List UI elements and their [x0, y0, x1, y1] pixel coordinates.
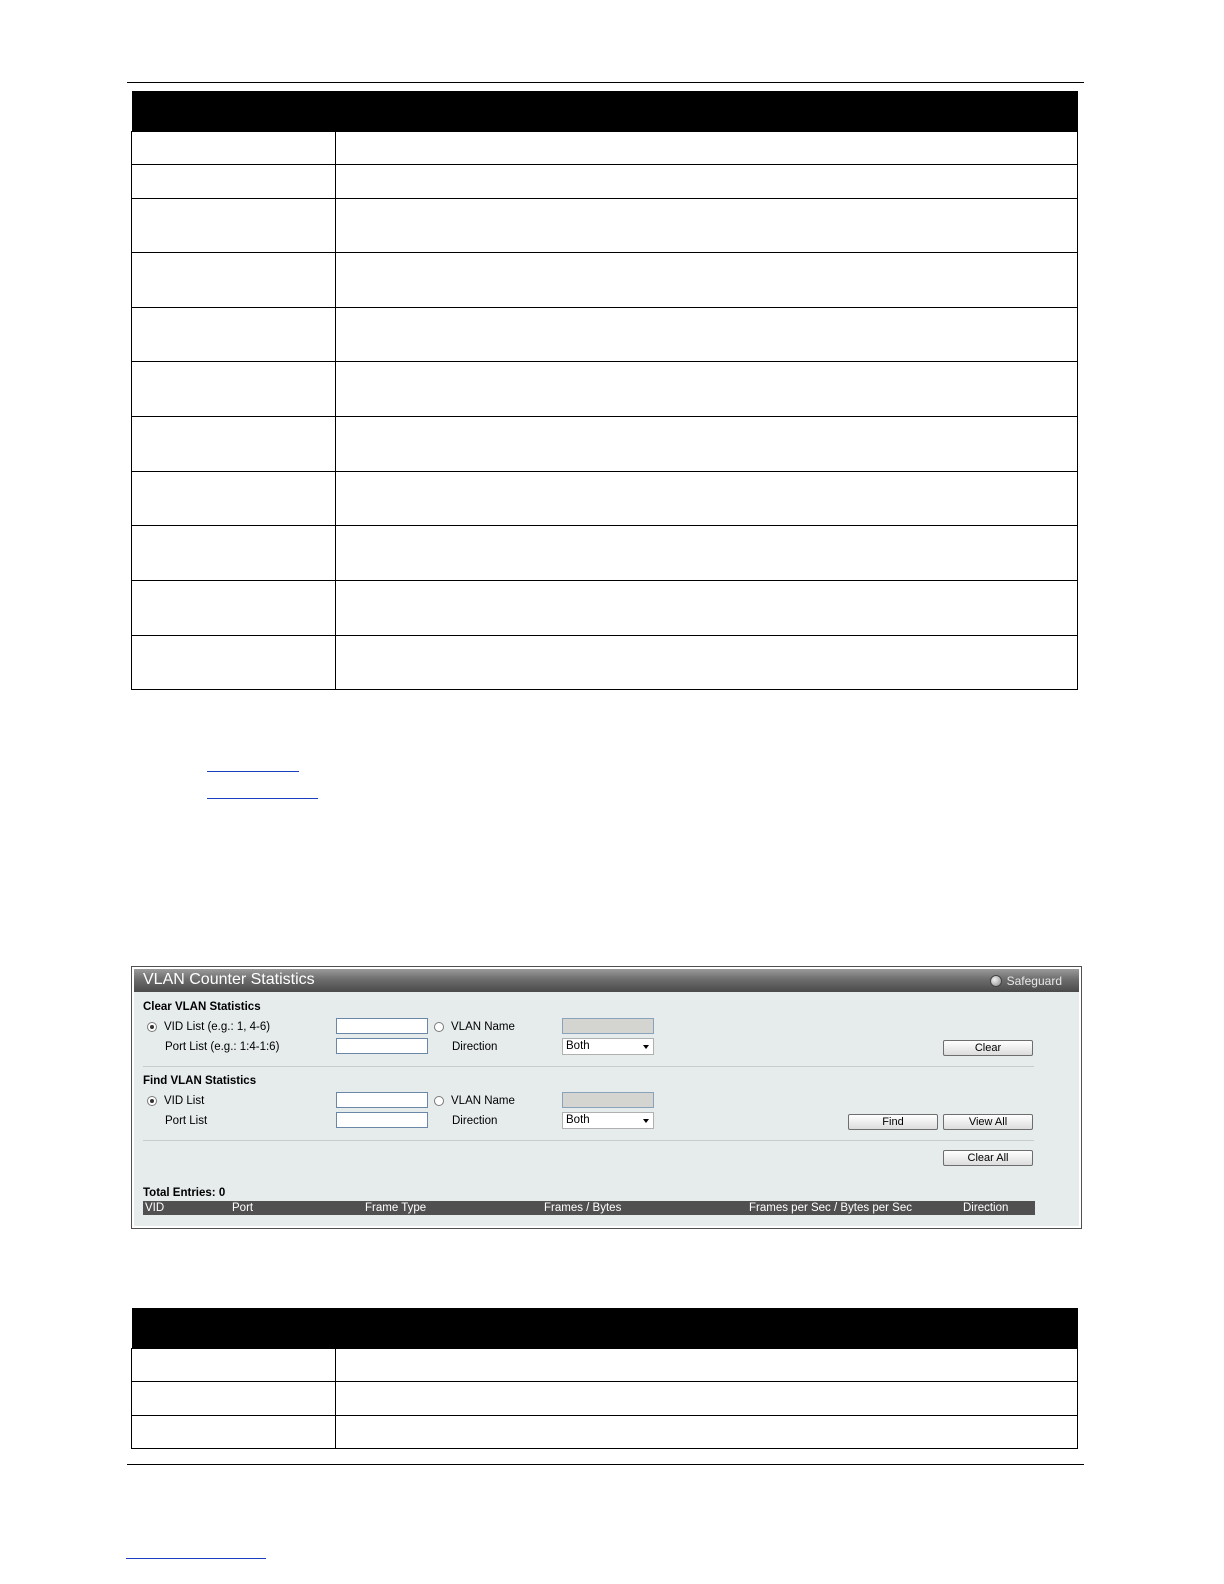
safeguard-indicator [990, 974, 1062, 988]
clear-all-button[interactable]: Clear All [943, 1150, 1033, 1166]
clear-port-list-input[interactable] [336, 1038, 428, 1054]
table-row [132, 581, 1078, 636]
find-vlan-name-input[interactable] [562, 1092, 654, 1108]
clear-vid-list-radio[interactable] [147, 1022, 157, 1032]
table-row [132, 132, 1078, 165]
table-row [132, 472, 1078, 526]
clear-vid-list-input[interactable] [336, 1018, 428, 1034]
column-header-vid: VID [145, 1202, 165, 1214]
find-section-heading: Find VLAN Statistics [143, 1075, 257, 1087]
table-row [132, 308, 1078, 362]
column-header-frame-type: Frame Type [365, 1202, 427, 1214]
safeguard-label: Safeguard [1006, 974, 1062, 988]
table-row [132, 417, 1078, 472]
section-divider [143, 1140, 1034, 1141]
table-row [132, 1382, 1078, 1416]
table-header-cell [132, 91, 336, 132]
table-row [132, 1416, 1078, 1449]
clear-port-list-label: Port List (e.g.: 1:4-1:6) [165, 1041, 280, 1053]
footer-link[interactable] [126, 1540, 266, 1559]
clear-vlan-name-label: VLAN Name [451, 1021, 515, 1033]
find-vid-list-radio[interactable] [147, 1096, 157, 1106]
parameter-table-top [131, 91, 1078, 690]
clear-button[interactable]: Clear [943, 1040, 1033, 1056]
table-row [132, 1349, 1078, 1382]
find-vlan-name-label: VLAN Name [451, 1095, 515, 1107]
table-header-cell [132, 1308, 336, 1349]
section-divider [143, 1066, 1034, 1067]
clear-direction-value: Both [566, 1040, 590, 1052]
table-row [132, 362, 1078, 417]
table-row [132, 253, 1078, 308]
column-header-direction: Direction [963, 1202, 1009, 1214]
find-direction-label: Direction [452, 1115, 498, 1127]
clear-direction-label: Direction [452, 1041, 498, 1053]
column-header-frames-bytes: Frames / Bytes [544, 1202, 622, 1214]
doc-link-1[interactable] [207, 753, 299, 772]
find-vlan-name-radio[interactable] [434, 1096, 444, 1106]
find-button[interactable]: Find [848, 1114, 938, 1130]
find-port-list-label: Port List [165, 1115, 208, 1127]
header-rule [127, 82, 1084, 83]
doc-link-2[interactable] [207, 780, 318, 799]
chevron-down-icon [643, 1119, 649, 1123]
table-row [132, 165, 1078, 199]
total-entries: Total Entries: 0 [143, 1187, 226, 1199]
footer-rule [127, 1464, 1084, 1465]
table-row [132, 199, 1078, 253]
column-header-frames-per-sec: Frames per Sec / Bytes per Sec [749, 1202, 912, 1214]
panel-title: VLAN Counter Statistics [143, 971, 315, 988]
clear-vlan-name-radio[interactable] [434, 1022, 444, 1032]
find-vid-list-input[interactable] [336, 1092, 428, 1108]
table-row [132, 526, 1078, 581]
table-row [132, 636, 1078, 690]
panel-header [134, 969, 1079, 992]
clear-vlan-name-input[interactable] [562, 1018, 654, 1034]
clear-section-heading: Clear VLAN Statistics [143, 1001, 261, 1013]
chevron-down-icon [643, 1045, 649, 1049]
find-port-list-input[interactable] [336, 1112, 428, 1128]
clear-direction-select[interactable] [562, 1038, 654, 1055]
safeguard-icon [990, 975, 1002, 987]
parameter-table-bottom [131, 1308, 1078, 1449]
view-all-button[interactable]: View All [943, 1114, 1033, 1130]
find-direction-select[interactable] [562, 1112, 654, 1129]
table-header-cell [336, 1308, 1078, 1349]
results-table-header [143, 1201, 1035, 1215]
clear-vid-list-label: VID List (e.g.: 1, 4-6) [164, 1021, 271, 1033]
find-direction-value: Both [566, 1114, 590, 1126]
find-vid-list-label: VID List [164, 1095, 205, 1107]
column-header-port: Port [232, 1202, 254, 1214]
table-header-cell [336, 91, 1078, 132]
